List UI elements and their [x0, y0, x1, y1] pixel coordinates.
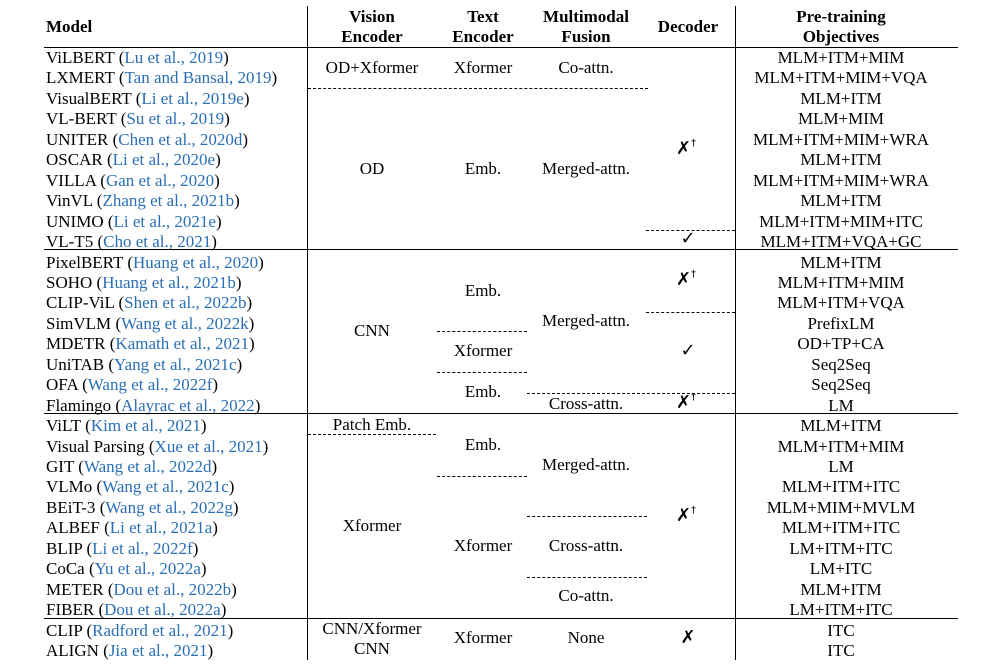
model-name: VisualBERT — [46, 89, 132, 108]
model-name: VILLA — [46, 171, 97, 190]
header-decoder: Decoder — [657, 17, 719, 36]
objective-cell: MLM+ITM+MIM — [777, 48, 905, 67]
header-fusion-1: Multimodal — [543, 7, 629, 26]
table-row-model: VILLA (Gan et al., 2020) — [46, 171, 220, 190]
citation-link[interactable]: Dou et al., 2022b — [113, 580, 232, 599]
table-row-model: SimVLM (Wang et al., 2022k) — [46, 314, 255, 333]
cell-g1-decoder-vlt5 — [680, 229, 695, 249]
table-row-model: ViLBERT (Lu et al., 2019) — [46, 48, 229, 67]
table-row-model: VinVL (Zhang et al., 2021b) — [46, 191, 240, 210]
objective-cell: MLM+ITM+MIM+WRA — [752, 171, 930, 190]
header-objectives-1: Pre-training — [796, 7, 886, 26]
cell-g2-fusion: Merged-attn. — [542, 311, 630, 330]
citation-link[interactable]: Wang et al., 2022k — [121, 314, 249, 333]
model-name: ALBEF — [46, 518, 100, 537]
table-row-model: UniTAB (Yang et al., 2021c) — [46, 355, 243, 374]
check-mark-icon: ✓ — [680, 340, 696, 361]
cell-g2-text-emb2: Emb. — [464, 382, 502, 401]
citation-link[interactable]: Cho et al., 2021 — [103, 232, 212, 251]
citation-link[interactable]: Li et al., 2021a — [109, 518, 213, 537]
cross-mark-icon: ✗ — [675, 392, 692, 413]
table-row-model: UNITER (Chen et al., 2020d) — [46, 130, 249, 149]
table-row-model: ALBEF (Li et al., 2021a) — [46, 518, 218, 537]
objective-cell: LM+ITM+ITC — [789, 600, 893, 619]
g2-decoder-dashed — [646, 312, 735, 313]
objective-cell: LM+ITM+ITC — [789, 539, 893, 558]
table-row-model: VisualBERT (Li et al., 2019e) — [46, 89, 250, 108]
model-name: ViLT — [46, 416, 81, 435]
table-row-model: Visual Parsing (Xue et al., 2021) — [46, 437, 269, 456]
group-rule-1 — [44, 249, 958, 250]
model-name: Visual Parsing — [46, 437, 145, 456]
cross-mark-icon: ✗ — [675, 138, 692, 159]
cell-g4-text: Xformer — [453, 628, 513, 647]
group-rule-2 — [44, 413, 958, 414]
vertical-rule-left — [307, 6, 308, 660]
g3-fusion-dashed-2 — [527, 577, 647, 578]
objective-cell: MLM+ITM — [800, 150, 882, 169]
cell-g2-vision: CNN — [354, 321, 390, 340]
citation-link[interactable]: Kamath et al., 2021 — [115, 334, 250, 353]
table-row-model: FIBER (Dou et al., 2022a) — [46, 600, 227, 619]
cell-g1-decoder — [676, 139, 696, 159]
table-row-model: VLMo (Wang et al., 2021c) — [46, 477, 235, 496]
check-mark-icon: ✓ — [680, 228, 696, 249]
table-row-model: LXMERT (Tan and Bansal, 2019) — [46, 68, 278, 87]
table-row-model: VL-BERT (Su et al., 2019) — [46, 109, 230, 128]
header-objectives-2: Objectives — [802, 27, 880, 46]
dagger-mark: † — [691, 505, 697, 516]
model-name: BEiT-3 — [46, 498, 96, 517]
objective-cell: MLM+ITM+VQA — [777, 293, 905, 312]
model-name: VL-T5 — [46, 232, 94, 251]
model-name: Flamingo — [46, 396, 112, 415]
objective-cell: MLM+MIM — [797, 109, 885, 128]
table-row-model: CLIP (Radford et al., 2021) — [46, 621, 234, 640]
cell-g1-fusion: Merged-attn. — [542, 159, 630, 178]
objective-cell: Seq2Seq — [811, 355, 871, 374]
header-text-encoder-1: Text — [467, 7, 499, 26]
citation-link[interactable]: Li et al., 2021e — [113, 212, 216, 231]
vertical-rule-right — [735, 6, 736, 660]
objective-cell: MLM+ITM+ITC — [781, 518, 901, 537]
cell-g3-text-xformer: Xformer — [453, 536, 513, 555]
cross-mark-icon: ✗ — [675, 269, 692, 290]
cell-g2-decoder-check — [680, 341, 695, 361]
g3-fusion-dashed-1 — [527, 516, 647, 517]
objective-cell: MLM+ITM+MIM+ITC — [759, 212, 923, 231]
header-model: Model — [46, 17, 93, 36]
objective-cell: ITC — [827, 641, 855, 660]
model-name: FIBER — [46, 600, 95, 619]
model-name: ViLBERT — [46, 48, 115, 67]
citation-link[interactable]: Wang et al., 2022g — [105, 498, 233, 517]
citation-link[interactable]: Tan and Bansal, 2019 — [124, 68, 272, 87]
objective-cell: PrefixLM — [807, 314, 875, 333]
header-fusion-2: Fusion — [561, 27, 611, 46]
citation-link[interactable]: Wang et al., 2022d — [83, 457, 212, 476]
g3-vision-dashed — [308, 434, 436, 435]
table-row-model: BLIP (Li et al., 2022f) — [46, 539, 199, 558]
objective-cell: Seq2Seq — [811, 375, 871, 394]
citation-link[interactable]: Alayrac et al., 2022 — [121, 396, 255, 415]
model-name: LXMERT — [46, 68, 115, 87]
citation-link[interactable]: Li et al., 2019e — [141, 89, 244, 108]
cell-g3-vision: Xformer — [342, 516, 402, 535]
cell-g3-fusion-cross: Cross-attn. — [548, 536, 624, 555]
cell-g3-decoder — [676, 506, 696, 526]
citation-link[interactable]: Li et al., 2022f — [92, 539, 193, 558]
cell-g2-decoder-x2 — [676, 393, 696, 413]
cell-g4-vision-clip: CNN/Xformer — [322, 619, 422, 638]
header-vision-encoder-1: Vision — [349, 7, 395, 26]
dagger-mark: † — [691, 269, 697, 280]
citation-link[interactable]: Dou et al., 2022a — [104, 600, 221, 619]
cell-g1-vision-top: OD+Xformer — [325, 58, 419, 77]
objective-cell: MLM+ITM+MIM+WRA — [752, 130, 930, 149]
objective-cell: MLM+MIM+MVLM — [766, 498, 916, 517]
cell-g4-fusion: None — [567, 628, 605, 647]
table-row-model: ALIGN (Jia et al., 2021) — [46, 641, 214, 660]
objective-cell: MLM+ITM+ITC — [781, 477, 901, 496]
g2-text-dashed-1 — [437, 331, 527, 332]
model-name: UNITER — [46, 130, 109, 149]
table-row-model: SOHO (Huang et al., 2021b) — [46, 273, 242, 292]
objective-cell: MLM+ITM+MIM — [777, 437, 905, 456]
cell-g3-fusion-merged: Merged-attn. — [542, 455, 630, 474]
model-name: OFA — [46, 375, 78, 394]
cell-g1-text: Emb. — [464, 159, 502, 178]
table-row-model: OSCAR (Li et al., 2020e) — [46, 150, 221, 169]
model-name: OSCAR — [46, 150, 103, 169]
table-row-model: CLIP-ViL (Shen et al., 2022b) — [46, 293, 253, 312]
objective-cell: MLM+ITM+MIM+VQA — [754, 68, 928, 87]
objective-cell: MLM+ITM — [800, 416, 882, 435]
citation-link[interactable]: Lu et al., 2019 — [124, 48, 224, 67]
dagger-mark: † — [691, 392, 697, 403]
objective-cell: LM — [828, 457, 854, 476]
model-name: CLIP-ViL — [46, 293, 115, 312]
citation-link[interactable]: Kim et al., 2021 — [90, 416, 201, 435]
model-name: METER — [46, 580, 104, 599]
citation-link[interactable]: Su et al., 2019 — [126, 109, 225, 128]
g3-text-dashed — [437, 476, 527, 477]
model-name: VL-BERT — [46, 109, 117, 128]
dagger-mark: † — [691, 138, 697, 149]
objective-cell: MLM+ITM+MIM — [777, 273, 905, 292]
model-name: MDETR — [46, 334, 106, 353]
cell-g2-text-emb: Emb. — [464, 281, 502, 300]
group-rule-3 — [44, 618, 958, 619]
citation-link[interactable]: Wang et al., 2021c — [102, 477, 229, 496]
model-name: SOHO — [46, 273, 93, 292]
table-row-model: UNIMO (Li et al., 2021e) — [46, 212, 222, 231]
header-text-encoder-2: Encoder — [452, 27, 514, 46]
citation-link[interactable]: Jia et al., 2021 — [108, 641, 208, 660]
objective-cell: MLM+ITM — [800, 89, 882, 108]
citation-link[interactable]: Radford et al., 2021 — [92, 621, 228, 640]
cell-g3-vision-patch: Patch Emb. — [332, 415, 412, 434]
citation-link[interactable]: Xue et al., 2021 — [154, 437, 263, 456]
citation-link[interactable]: Wang et al., 2022f — [87, 375, 213, 394]
table-row-model: Flamingo (Alayrac et al., 2022) — [46, 396, 261, 415]
table-row-model: OFA (Wang et al., 2022f) — [46, 375, 219, 394]
cell-g2-text-xformer: Xformer — [453, 341, 513, 360]
objective-cell: LM — [828, 396, 854, 415]
citation-link[interactable]: Chen et al., 2020d — [118, 130, 243, 149]
table-row-model: CoCa (Yu et al., 2022a) — [46, 559, 207, 578]
objective-cell: LM+ITC — [809, 559, 873, 578]
objective-cell: OD+TP+CA — [797, 334, 885, 353]
header-rule — [44, 47, 958, 48]
citation-link[interactable]: Huang et al., 2020 — [133, 253, 259, 272]
model-name: UNIMO — [46, 212, 104, 231]
model-name: GIT — [46, 457, 75, 476]
objective-cell: MLM+ITM — [800, 253, 882, 272]
g2-text-dashed-2 — [437, 372, 527, 373]
objective-cell: MLM+ITM+VQA+GC — [760, 232, 922, 251]
cell-g1-vision: OD — [359, 159, 385, 178]
model-name: UniTAB — [46, 355, 105, 374]
table-row-model: MDETR (Kamath et al., 2021) — [46, 334, 255, 353]
table-row-model: GIT (Wang et al., 2022d) — [46, 457, 218, 476]
model-name: SimVLM — [46, 314, 112, 333]
cell-g3-fusion-co: Co-attn. — [558, 586, 614, 605]
cell-g3-text-emb: Emb. — [464, 435, 502, 454]
header-vision-encoder-2: Encoder — [341, 27, 403, 46]
model-name: CLIP — [46, 621, 83, 640]
model-name: ALIGN — [46, 641, 99, 660]
citation-link[interactable]: Li et al., 2020e — [112, 150, 216, 169]
table-row-model: VL-T5 (Cho et al., 2021) — [46, 232, 217, 251]
cell-g1-fusion-top: Co-attn. — [558, 58, 614, 77]
model-name: CoCa — [46, 559, 85, 578]
citation-link[interactable]: Gan et al., 2020 — [105, 171, 215, 190]
table-row-model: ViLT (Kim et al., 2021) — [46, 416, 207, 435]
cross-mark-icon: ✗ — [675, 505, 692, 526]
cell-g2-decoder-x — [676, 270, 696, 290]
model-name: PixelBERT — [46, 253, 124, 272]
cell-g2-fusion-cross: Cross-attn. — [548, 394, 624, 413]
citation-link[interactable]: Yu et al., 2022a — [94, 559, 201, 578]
objective-cell: MLM+ITM — [800, 191, 882, 210]
model-name: BLIP — [46, 539, 83, 558]
table-row-model: PixelBERT (Huang et al., 2020) — [46, 253, 264, 272]
g1-dashed-separator — [308, 88, 648, 89]
cross-mark-icon: ✗ — [680, 627, 696, 648]
citation-link[interactable]: Shen et al., 2022b — [124, 293, 247, 312]
citation-link[interactable]: Yang et al., 2021c — [114, 355, 237, 374]
model-name: VinVL — [46, 191, 93, 210]
objective-cell: ITC — [827, 621, 855, 640]
model-name: VLMo — [46, 477, 93, 496]
cell-g1-text-top: Xformer — [453, 58, 513, 77]
citation-link[interactable]: Huang et al., 2021b — [102, 273, 236, 292]
table-row-model: METER (Dou et al., 2022b) — [46, 580, 237, 599]
citation-link[interactable]: Zhang et al., 2021b — [102, 191, 235, 210]
cell-g4-decoder — [680, 628, 695, 648]
table-row-model: BEiT-3 (Wang et al., 2022g) — [46, 498, 239, 517]
cell-g4-vision-align: CNN — [354, 639, 390, 658]
objective-cell: MLM+ITM — [800, 580, 882, 599]
